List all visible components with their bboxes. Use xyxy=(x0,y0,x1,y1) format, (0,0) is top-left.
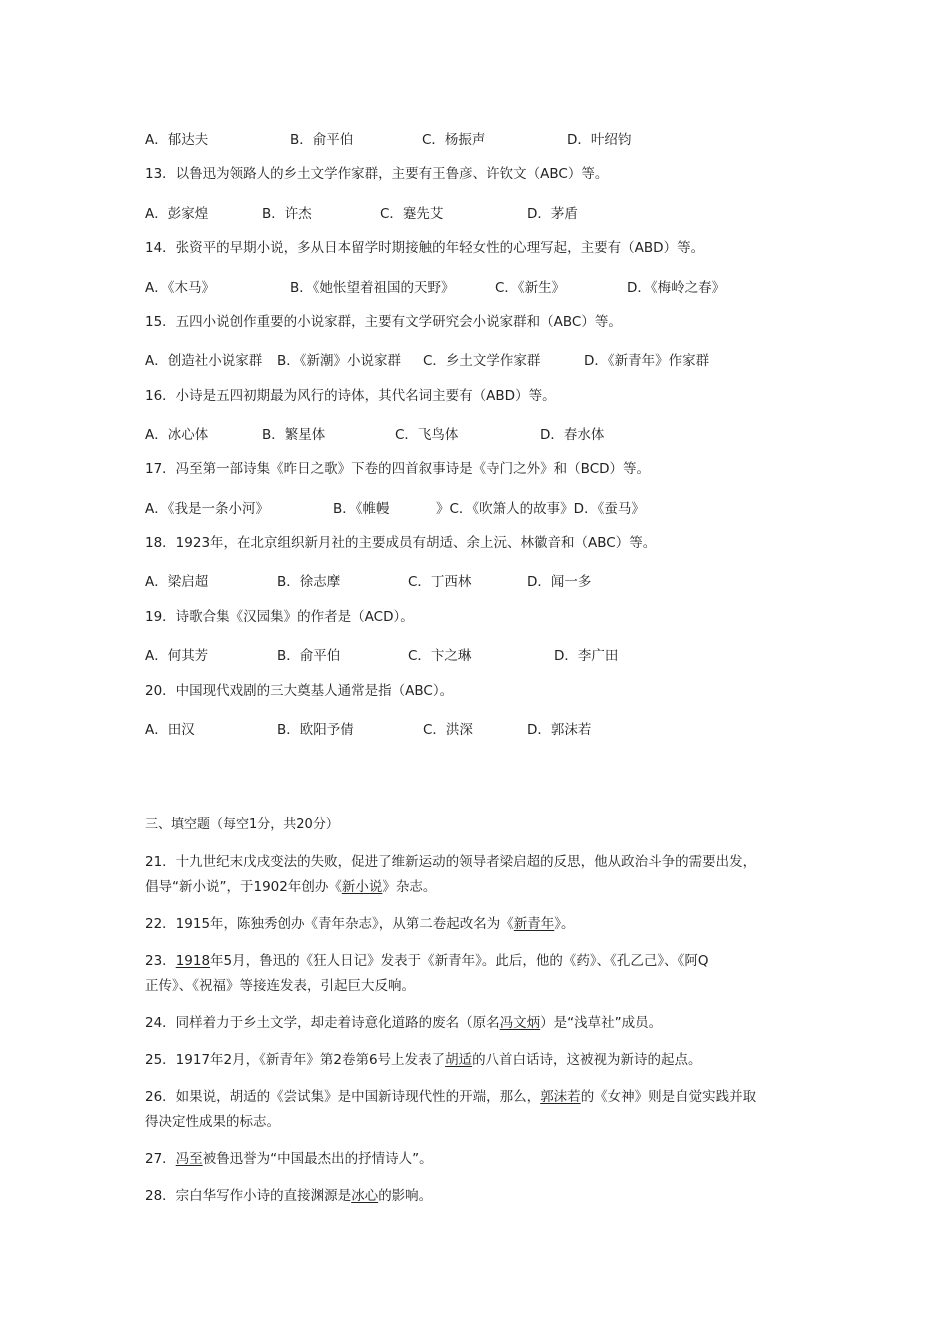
option-d: D．春水体 xyxy=(540,427,605,443)
question-21-line-2 xyxy=(145,877,436,897)
text: 年5月，鲁迅的《狂人日记》发表于《新青年》。此后，他的《药》、《孔乙己》、《阿Q xyxy=(210,953,709,969)
option-d: D．《梅岭之春》 xyxy=(627,280,726,296)
question-26-line-2: 得决定性成果的标志。 xyxy=(145,1114,280,1130)
option-b: B．徐志摩 xyxy=(277,574,341,590)
option-c: C．洪深 xyxy=(423,722,473,738)
option-a: A．《我是一条小河》 xyxy=(145,501,269,517)
question-16: 16．小诗是五四初期最为风行的诗体，其代名词主要有（ABD）等。 xyxy=(145,388,556,404)
answer-blank: 冯至 xyxy=(175,1151,203,1167)
option-d: D．闻一多 xyxy=(527,574,592,590)
option-c: C．乡土文学作家群 xyxy=(423,353,541,369)
question-18: 18．1923年，在北京组织新月社的主要成员有胡适、余上沅、林徽音和（ABC）等。 xyxy=(145,535,657,551)
option-c: C．蹇先艾 xyxy=(380,206,444,222)
question-26-line-1 xyxy=(145,1087,756,1107)
option-c: C．杨振声 xyxy=(422,132,486,148)
question-14: 14．张资平的早期小说，多从日本留学时期接触的年轻女性的心理写起，主要有（ABD）等。 xyxy=(145,240,705,256)
option-d: D．李广田 xyxy=(554,648,619,664)
text: 26．如果说，胡适的《尝试集》是中国新诗现代性的开端，那么， xyxy=(145,1089,541,1105)
question-13: 13．以鲁迅为领路人的乡土文学作家群，主要有王鲁彦、许钦文（ABC）等。 xyxy=(145,166,609,182)
text: 倡导“新小说”，于1902年创办《 xyxy=(145,879,342,895)
answer-blank: 胡适 xyxy=(445,1052,473,1068)
answer-blank: 新小说 xyxy=(341,879,383,895)
answer-blank: 新青年 xyxy=(513,916,555,932)
option-d: D．郭沫若 xyxy=(527,722,592,738)
question-17: 17．冯至第一部诗集《昨日之歌》下卷的四首叙事诗是《寺门之外》和（BCD）等。 xyxy=(145,461,651,477)
option-a: A．何其芳 xyxy=(145,648,209,664)
option-d: D．《新青年》作家群 xyxy=(584,353,710,369)
text: 27． xyxy=(145,1151,176,1167)
option-c: C．丁西林 xyxy=(408,574,472,590)
text: 25．1917年2月，《新青年》第2卷第6号上发表了 xyxy=(145,1052,446,1068)
answer-blank: 1918 xyxy=(175,953,211,969)
text: 的影响。 xyxy=(378,1188,433,1204)
option-a: A．田汉 xyxy=(145,722,195,738)
question-19: 19．诗歌合集《汉园集》的作者是（ACD）。 xyxy=(145,609,414,625)
text: 23． xyxy=(145,953,176,969)
option-c: C．飞鸟体 xyxy=(395,427,459,443)
option-d: D．茅盾 xyxy=(527,206,578,222)
option-a: A．彭家煌 xyxy=(145,206,209,222)
option-c: C．《新生》 xyxy=(495,280,566,296)
question-21-line-1: 21．十九世纪末戊戌变法的失败，促进了维新运动的领导者梁启超的反思，他从政治斗争的需要出发， xyxy=(145,854,757,870)
option-b: B．许杰 xyxy=(262,206,312,222)
option-b: B．《新潮》小说家群 xyxy=(277,353,402,369)
section-title: 三、填空题（每空1分，共20分） xyxy=(145,817,339,832)
option-a: A．创造社小说家群 xyxy=(145,353,263,369)
option-b: B．欧阳予倩 xyxy=(277,722,354,738)
question-24 xyxy=(145,1013,662,1033)
question-25 xyxy=(145,1050,702,1070)
text: 》。 xyxy=(554,916,575,932)
text: 》杂志。 xyxy=(382,879,437,895)
option-b: B．俞平伯 xyxy=(277,648,341,664)
text: 的《女神》则是自觉实践并取 xyxy=(580,1089,757,1105)
question-27 xyxy=(145,1149,433,1169)
text: 的八首白话诗，这被视为新诗的起点。 xyxy=(472,1052,702,1068)
question-15: 15．五四小说创作重要的小说家群，主要有文学研究会小说家群和（ABC）等。 xyxy=(145,314,622,330)
option-a: A．郁达夫 xyxy=(145,132,209,148)
option-a: A．梁启超 xyxy=(145,574,209,590)
answer-blank: 冰心 xyxy=(351,1188,379,1204)
text: 被鲁迅誉为“中国最杰出的抒情诗人”。 xyxy=(202,1151,433,1167)
option-a: A．《木马》 xyxy=(145,280,215,296)
option-d: D．叶绍钧 xyxy=(567,132,632,148)
question-23-line-2: 正传》、《祝福》等接连发表，引起巨大反响。 xyxy=(145,978,415,994)
question-23-line-1 xyxy=(145,951,709,971)
option-b: B．俞平伯 xyxy=(290,132,354,148)
option-c-d: 》C．《吹箫人的故事》D．《蚕马》 xyxy=(436,501,645,517)
question-22 xyxy=(145,914,575,934)
question-28 xyxy=(145,1186,432,1206)
answer-blank: 郭沫若 xyxy=(540,1089,581,1105)
option-c: C．卞之琳 xyxy=(408,648,472,664)
question-20: 20．中国现代戏剧的三大奠基人通常是指（ABC）。 xyxy=(145,683,454,699)
text: ）是“浅草社”成员。 xyxy=(540,1015,663,1031)
text: 22．1915年，陈独秀创办《青年杂志》，从第二卷起改名为《 xyxy=(145,916,514,932)
option-b: B．《她怅望着祖国的天野》 xyxy=(290,280,455,296)
text: 24．同样着力于乡土文学，却走着诗意化道路的废名（原名 xyxy=(145,1015,500,1031)
answer-blank: 冯文炳 xyxy=(499,1015,541,1031)
option-a: A．冰心体 xyxy=(145,427,209,443)
option-b: B．《帷幔 xyxy=(333,501,390,517)
option-b: B．繁星体 xyxy=(262,427,326,443)
text: 28．宗白华写作小诗的直接渊源是 xyxy=(145,1188,352,1204)
